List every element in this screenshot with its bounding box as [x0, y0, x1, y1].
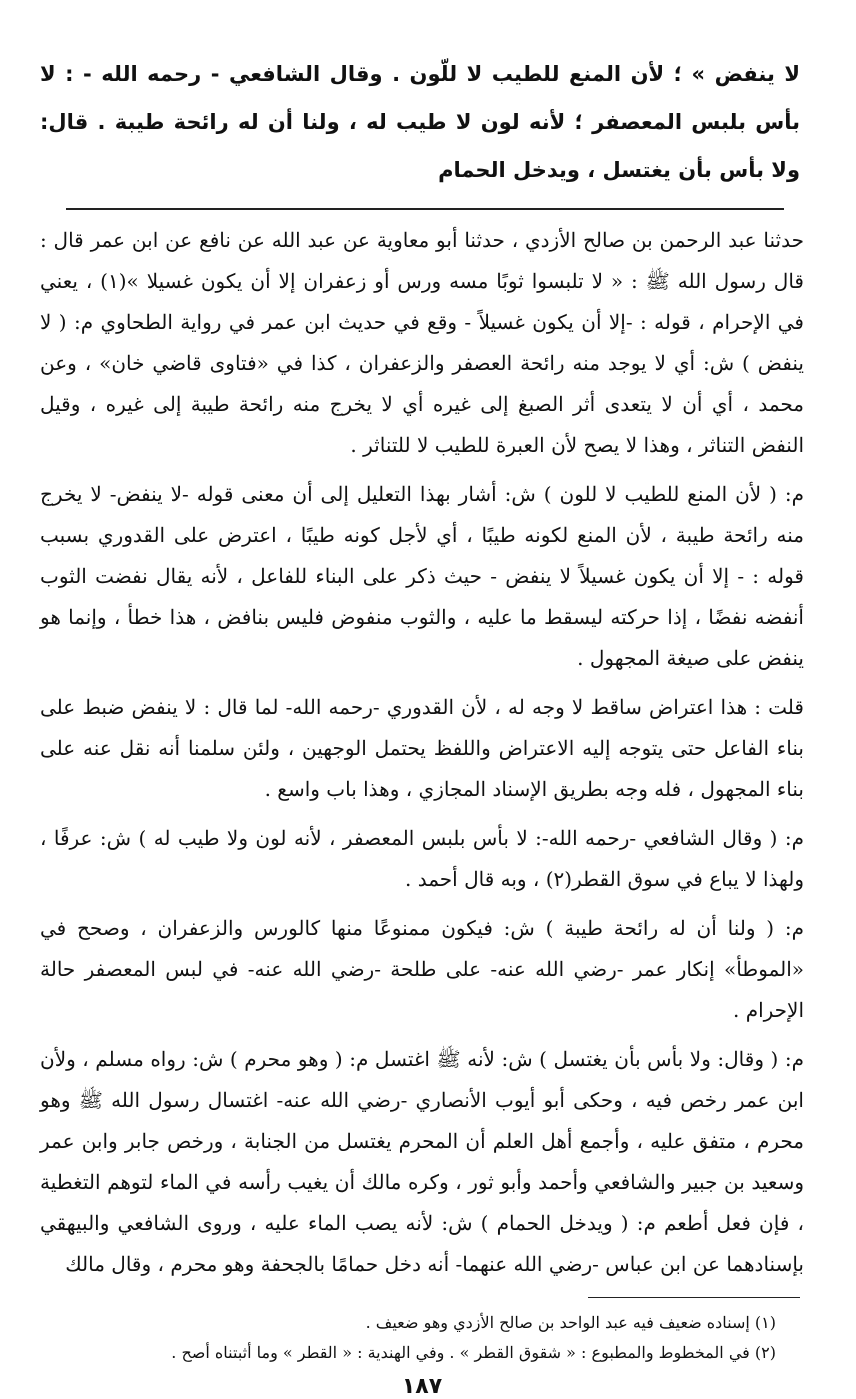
commentary-paragraph: م: ( وقال: ولا بأس بأن يغتسل ) ش: لأنه ﷺ اغتسل م: ( وهو محرم ) ش: رواه مسلم ، ولأن ابن عمر رخص فيه ، وحكى أبو أيوب الأنصاري -رضي الله عنه- اغتسال رسول الله ﷺ وهو محرم ، متفق عليه ، وأجمع أهل العلم أن المحرم يغتسل من الجنابة ، ورخص جابر وابن عمر وسعيد بن جبير والشافعي وأحمد وأبو ثور ، وكره مالك أن يغيب رأسه في الماء لتوهم التغطية ، فإن فعل أطعم م: ( ويدخل الحمام ) ش: لأنه يصب الماء عليه ، وروى الشافعي والبيهقي بإسنادهما عن ابن عباس -رضي الله عنهما- أنه دخل حمامًا بالجحفة وهو محرم ، وقال مالك	[40, 1047, 804, 1276]
commentary-paragraph: م: ( ولنا أن له رائحة طيبة ) ش: فيكون ممنوعًا منها كالورس والزعفران ، وصحح في «الموطأ» إنكار عمر -رضي الله عنه- على طلحة -رضي الله عنه- في لبس المعصفر حالة الإحرام .	[40, 916, 804, 1022]
matn-text: لا ينفض » ؛ لأن المنع للطيب لا للّون . وقال الشافعي - رحمه الله - : لا بأس بلبس المعصفر ؛ لأنه لون لا طيب له ، ولنا أن له رائحة طيبة . قال: ولا بأس بأن يغتسل ، ويدخل الحمام	[40, 62, 800, 182]
footnote: (٢) في المخطوط والمطبوع : « شقوق القطر » . وفي الهندية : « القطر » وما أثبتناه أصح .	[171, 1343, 776, 1362]
commentary-body	[40, 220, 804, 1285]
commentary-paragraph: م: ( وقال الشافعي -رحمه الله-: لا بأس بلبس المعصفر ، لأنه لون ولا طيب له ) ش: عرفًا ، ولهذا لا يباع في سوق القطر(٢) ، وبه قال أحمد .	[40, 826, 804, 891]
commentary-paragraph: م: ( لأن المنع للطيب لا للون ) ش: أشار بهذا التعليل إلى أن معنى قوله -لا ينفض- لا يخرج منه رائحة طيبة ، لأن المنع لكونه طيبًا ، أي لأجل كونه طيبًا ، اعترض على القدوري بسبب قوله : - إلا أن يكون غسيلاً لا ينفض - حيث ذكر على البناء للفاعل ، لأنه يقال نفضت الثوب أنفضه نفضًا ، إذا حركته ليسقط ما عليه ، والثوب منفوض فليس بنافض ، هذا خطأ ، وإنما هو ينفض على صيغة المجهول .	[40, 482, 804, 670]
footnotes	[40, 1308, 804, 1368]
page-number: ١٨٧	[401, 1374, 443, 1399]
footnote-separator	[588, 1297, 800, 1298]
footnote: (١) إسناده ضعيف فيه عبد الواحد بن صالح الأزدي وهو ضعيف .	[365, 1313, 776, 1332]
commentary-paragraph: قلت : هذا اعتراض ساقط لا وجه له ، لأن القدوري -رحمه الله- لما قال : لا ينفض ضبط على بناء الفاعل حتى يتوجه إليه الاعتراض واللفظ يحتمل الوجهين ، ولئن سلمنا أنه نقل عنه على بناء المجهول ، فله وجه بطريق الإسناد المجازي ، وهذا باب واسع .	[40, 695, 804, 801]
separator-rule	[66, 208, 784, 210]
commentary-paragraph: حدثنا عبد الرحمن بن صالح الأزدي ، حدثنا أبو معاوية عن عبد الله عن نافع عن ابن عمر قال : قال رسول الله ﷺ : « لا تلبسوا ثوبًا مسه ورس أو زعفران إلا أن يكون غسيلا »(١) ، يعني في الإحرام ، قوله : -إلا أن يكون غسيلاً - وقع في حديث ابن عمر في رواية الطحاوي م: ( لا ينفض ) ش: أي لا يوجد منه رائحة العصفر والزعفران ، كذا في «فتاوى قاضي خان» ، وعن محمد ، أي أن لا يتعدى أثر الصبغ إلى غيره أي لا يخرج منه رائحة طيبة إلى غيره ، وقيل النفض التناثر ، وهذا لا يصح لأن العبرة للطيب لا للتناثر .	[40, 228, 804, 457]
